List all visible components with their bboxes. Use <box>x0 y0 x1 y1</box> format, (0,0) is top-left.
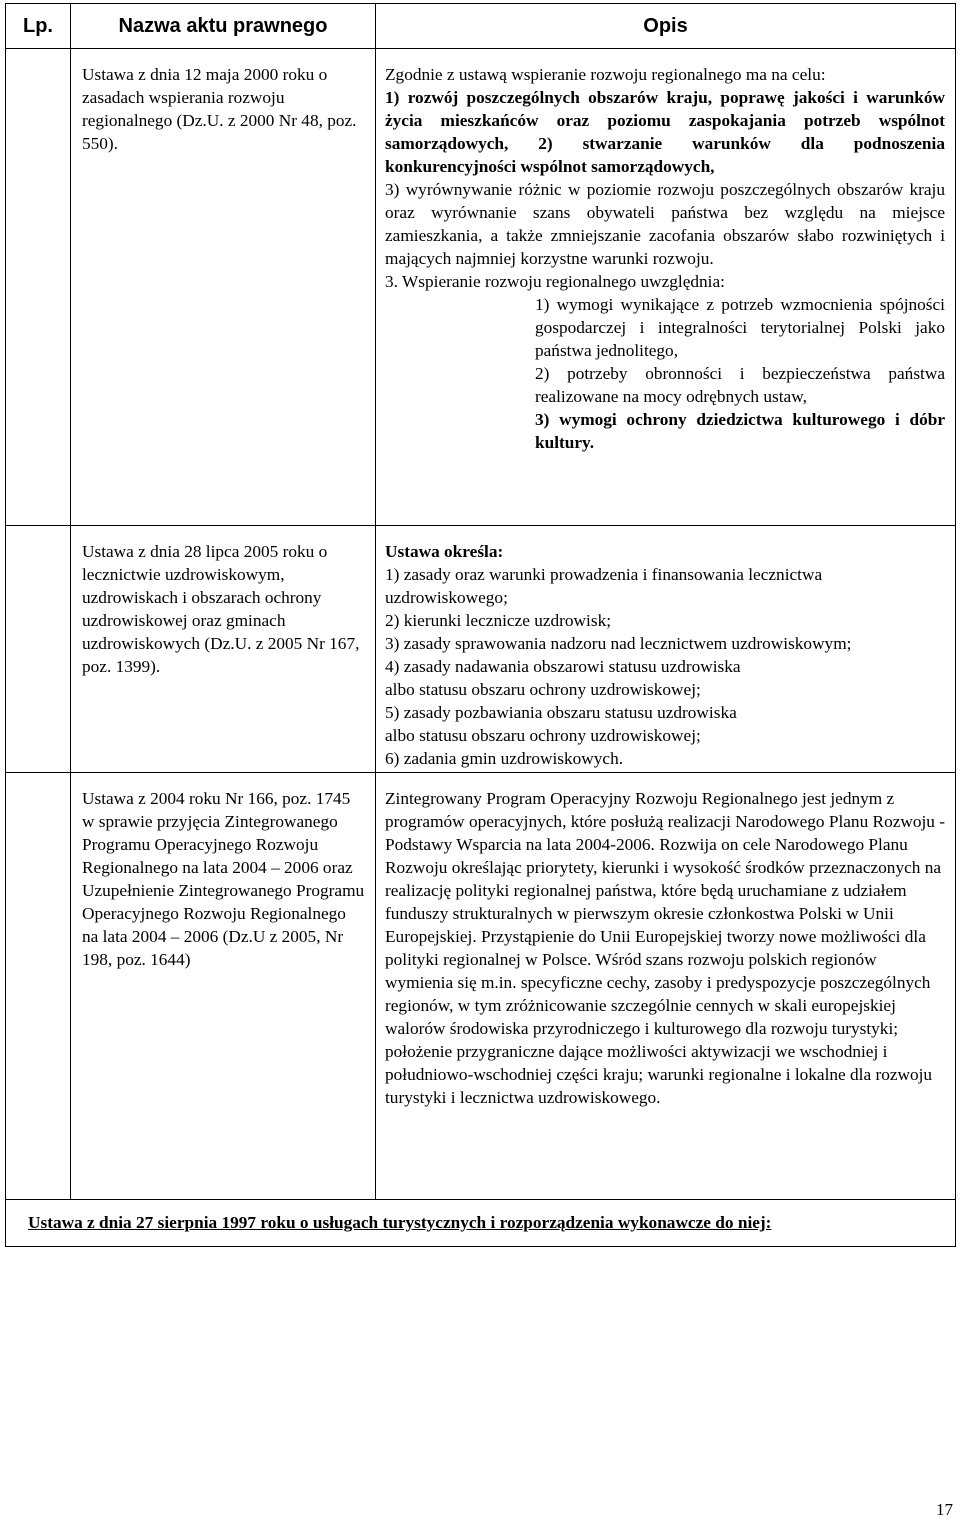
act-name: Ustawa z dnia 12 maja 2000 roku o zasadach wspierania rozwoju regionalnego (Dz.U. z 2000 Nr 48, poz. 550). <box>82 65 357 153</box>
row-name <box>71 49 376 525</box>
desc-point-3: 3. Wspieranie rozwoju regionalnego uwzględnia: <box>385 272 725 291</box>
header-lp: Lp. <box>6 4 71 48</box>
table-row <box>6 773 955 1200</box>
desc-goal-3: 3) wyrównywanie różnic w poziomie rozwoju poszczególnych obszarów kraju oraz wyrównanie szans obywateli państwa bez względu na miejsce zamieszkania, a także zmniejszanie zacofania obszarów słabo rozwiniętych i mających najmniej korzystne warunki rozwoju. <box>385 180 945 268</box>
desc-sub-3: 3) wymogi ochrony dziedzictwa kulturowego i dóbr kultury. <box>535 410 945 452</box>
desc-line: 3) zasady sprawowania nadzoru nad lecznictwem uzdrowiskowym; <box>385 634 852 653</box>
act-name: Ustawa z 2004 roku Nr 166, poz. 1745 w sprawie przyjęcia Zintegrowanego Programu Operacyjnego Rozwoju Regionalnego na lata 2004 – 2006 oraz Uzupełnienie Zintegrowanego Programu Operacyjnego Rozwoju Regionalnego na lata 2004 – 2006 (Dz.U z 2005, Nr 198, poz. 1644) <box>82 789 365 969</box>
desc-intro: Zgodnie z ustawą wspieranie rozwoju regionalnego ma na celu: <box>385 65 826 84</box>
row-name <box>71 526 376 772</box>
page-number: 17 <box>936 1500 953 1519</box>
act-name: Ustawa z dnia 28 lipca 2005 roku o lecznictwie uzdrowiskowym, uzdrowiskach i obszarach ochrony uzdrowiskowej oraz gminach uzdrowiskowych (Dz.U. z 2005 Nr 167, poz. 1399). <box>82 542 360 676</box>
legal-acts-table <box>5 3 956 1247</box>
header-name: Nazwa aktu prawnego <box>71 4 376 48</box>
desc-line: 1) zasady oraz warunki prowadzenia i finansowania lecznictwa uzdrowiskowego; <box>385 565 823 607</box>
desc-line: albo statusu obszaru ochrony uzdrowiskowej; <box>385 726 701 745</box>
desc-line: albo statusu obszaru ochrony uzdrowiskowej; <box>385 680 701 699</box>
row-lp <box>6 526 71 772</box>
desc-goals-bold: 1) rozwój poszczególnych obszarów kraju, poprawę jakości i warunków życia mieszkańców oraz poziomu zaspokajania potrzeb wspólnot samorządowych, 2) stwarzanie warunków dla podnoszenia konkurencyjności wspólnot samorządowych, <box>385 88 945 176</box>
table-full-row <box>6 1200 955 1246</box>
row-desc <box>376 49 955 525</box>
desc-line: 4) zasady nadawania obszarowi statusu uzdrowiska <box>385 657 741 676</box>
row-lp <box>6 773 71 1199</box>
desc-sub-1: 1) wymogi wynikające z potrzeb wzmocnienia spójności gospodarczej i integralności terytorialnej Polski jako państwa jednolitego, <box>535 295 945 360</box>
desc-line: 5) zasady pozbawiania obszaru statusu uzdrowiska <box>385 703 737 722</box>
table-row <box>6 49 955 526</box>
desc-sub-2: 2) potrzeby obronności i bezpieczeństwa państwa realizowane na mocy odrębnych ustaw, <box>535 364 945 406</box>
act-description <box>376 526 955 770</box>
row-name <box>71 773 376 1199</box>
act-description: Zintegrowany Program Operacyjny Rozwoju Regionalnego jest jednym z programów operacyjnych, które posłużą realizacji Narodowego Planu Rozwoju - Podstawy Wsparcia na lata 2004-2006. Rozwija on cele Narodowego Planu Rozwoju określając priorytety, kierunki i wysokość środków przeznaczonych na realizację polityki regionalnej państwa, które będą uruchamiane z udziałem funduszy strukturalnych w pierwszym okresie członkostwa Polski w Unii Europejskiej. Przystąpienie do Unii Europejskiej tworzy nowe możliwości dla polityki regionalnej w Polsce. Wśród szans rozwoju polskich regionów wymienia się m.in. specyficzne cechy, zasoby i predyspozycje poszczególnych regionów, w tym zróżnicowanie szczególnie cennych w skali europejskiej walorów środowiska przyrodniczego i kulturowego dla rozwoju turystyki; położenie przygraniczne dające możliwości aktywizacji we wschodniej i południowo-wschodniej części kraju; warunki regionalne i lokalne dla rozwoju turystyki i lecznictwa uzdrowiskowego. <box>385 789 946 1107</box>
header-desc: Opis <box>643 14 688 37</box>
row-lp <box>6 49 71 525</box>
table-row <box>6 526 955 773</box>
row-desc <box>376 526 955 772</box>
desc-line: 2) kierunki lecznicze uzdrowisk; <box>385 611 612 630</box>
act-description <box>376 49 955 454</box>
table-header <box>6 4 955 49</box>
desc-line: 6) zadania gmin uzdrowiskowych. <box>385 749 624 768</box>
desc-title: Ustawa określa: <box>385 542 504 561</box>
full-row-title: Ustawa z dnia 27 sierpnia 1997 roku o usługach turystycznych i rozporządzenia wykonawcze do niej: <box>28 1213 772 1232</box>
row-desc <box>376 773 955 1199</box>
